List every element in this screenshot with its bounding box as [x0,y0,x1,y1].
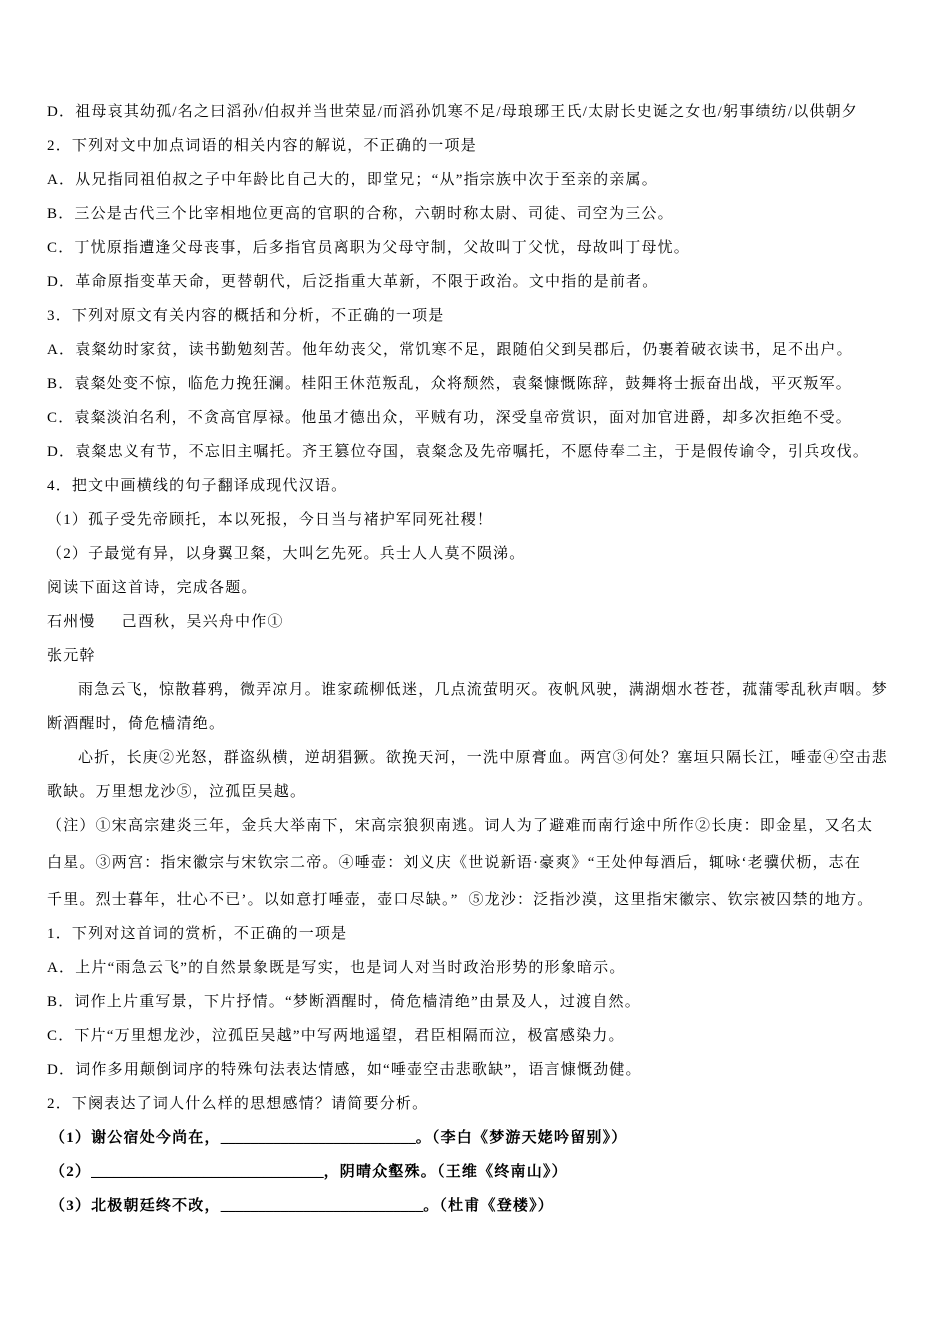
fill-blank-2-prefix: （2） [50,1164,92,1180]
q3-stem: 3．下列对原文有关内容的概括和分析，不正确的一项是 [47,308,445,324]
poem-q2-stem: 2．下阕表达了词人什么样的思想感情？请简要分析。 [47,1096,429,1112]
fill-blank-1-prefix: （1）谢公宿处今尚在， [50,1130,221,1146]
stanza-2-line-1: 心折，长庚②光怒，群盗纵横，逆胡猖獗。欲挽天河，一洗中原膏血。两宫③何处？塞垣只隔长江，唾壶④空击悲 [78,750,889,766]
poem-note-line-1: （注）①宋高宗建炎三年，金兵大举南下，宋高宗狼狈南逃。词人为了避难而南行途中所作②长庚：即金星，又名太 [47,818,874,834]
q3-option-d: D．袁粲忠义有节，不忘旧主嘱托。齐王篡位夺国，袁粲念及先帝嘱托，不愿侍奉二主，于是假传谕令，引兵攻伐。 [47,444,870,460]
fill-blank-2-blank: _______________________________ [91,1164,324,1180]
q2-option-c: C．丁忧原指遭逢父母丧事，后多指官员离职为父母守制，父故叫丁父忧，母故叫丁母忧。 [47,240,691,256]
poem-note-line-2: 白星。③两宫：指宋徽宗与宋钦宗二帝。④唾壶：刘义庆《世说新语·豪爽》“王处仲每酒后，辄咏‘老骥伏枥，志在 [47,855,862,871]
fill-blank-3-suffix: 。（杜甫《登楼》） [423,1198,555,1214]
stanza-1-line-2: 断酒醒时，倚危樯清绝。 [47,716,226,732]
q4-item-2: （2）子最觉有异，以身翼卫粲，大叫乞先死。兵士人人莫不陨涕。 [47,546,526,562]
poem-note-line-3: 千里。烈士暮年，壮心不已’。以如意打唾壶，壶口尽缺。” ⑤龙沙：泛指沙漠，这里指宋徽宗、钦宗被囚禁的地方。 [47,892,874,908]
fill-blank-1-blank: __________________________ [220,1130,416,1146]
prev-question-option-d: D．祖母哀其幼孤/名之曰滔孙/伯叔并当世荣显/而滔孙饥寒不足/母琅琊王氏/太尉长史诞之女也/躬事绩纺/以供朝夕 [47,104,859,120]
fill-blank-3-blank: ___________________________ [220,1198,424,1214]
fill-blank-1-suffix: 。（李白《梦游天姥吟留别》） [415,1130,628,1146]
poem-author: 张元幹 [47,648,96,664]
exam-document [47,95,917,1223]
q3-option-c: C．袁粲淡泊名利，不贪高官厚禄。他虽才德出众，平贼有功，深受皇帝赏识，面对加官进爵，却多次拒绝不受。 [47,410,853,426]
poem-q1-option-c: C．下片“万里想龙沙，泣孤臣吴越”中写两地遥望，君臣相隔而泣，极富感染力。 [47,1028,625,1044]
fill-blank-2-suffix: ，阴晴众壑殊。（王维《终南山》） [323,1164,568,1180]
q3-option-b: B．袁粲处变不惊，临危力挽狂澜。桂阳王休范叛乱，众将颓然，袁粲慷慨陈辞，鼓舞将士振奋出战，平灭叛军。 [47,376,853,392]
poem-instruction: 阅读下面这首诗，完成各题。 [47,580,258,596]
fill-blank-1 [47,1121,917,1155]
q4-stem: 4．把文中画横线的句子翻译成现代汉语。 [47,478,348,494]
stanza-2-line-2: 歌缺。万里想龙沙⑤，泣孤臣吴越。 [47,784,307,800]
poem-q1-option-a: A．上片“雨急云飞”的自然景象既是写实，也是词人对当时政治形势的形象暗示。 [47,960,626,976]
poem-q1-option-d: D．词作多用颠倒词序的特殊句法表达情感，如“唾壶空击悲歌缺”，语言慷慨劲健。 [47,1062,642,1078]
q4-item-1: （1）孤子受先帝顾托，本以死报，今日当与褚护军同死社稷！ [47,512,494,528]
q2-stem: 2．下列对文中加点词语的相关内容的解说，不正确的一项是 [47,138,477,154]
q2-option-d: D．革命原指变革天命，更替朝代，后泛指重大革新，不限于政治。文中指的是前者。 [47,274,659,290]
poem-q1-stem: 1．下列对这首词的赏析，不正确的一项是 [47,926,348,942]
stanza-1-line-1: 雨急云飞，惊散暮鸦，微弄凉月。谁家疏柳低迷，几点流萤明灭。夜帆风驶，满湖烟水苍苍，菰蒲零乱秋声咽。梦 [78,682,889,698]
fill-blank-3 [47,1189,917,1223]
poem-q1-option-b: B．词作上片重写景，下片抒情。“梦断酒醒时，倚危樯清绝”由景及人，过渡自然。 [47,994,641,1010]
poem-preface: 己酉秋，吴兴舟中作① [121,614,284,630]
fill-blank-3-prefix: （3）北极朝廷终不改， [50,1198,221,1214]
q3-option-a: A．袁粲幼时家贫，读书勤勉刻苦。他年幼丧父，常饥寒不足，跟随伯父到吴郡后，仍裹着破衣读书，足不出户。 [47,342,853,358]
fill-blank-2 [47,1155,917,1189]
q2-option-b: B．三公是古代三个比宰相地位更高的官职的合称，六朝时称太尉、司徒、司空为三公。 [47,206,674,222]
poem-title: 石州慢 [47,614,96,630]
q2-option-a: A．从兄指同祖伯叔之子中年龄比自己大的，即堂兄；“从”指宗族中次于至亲的亲属。 [47,172,658,188]
poem-title-line [47,605,917,639]
